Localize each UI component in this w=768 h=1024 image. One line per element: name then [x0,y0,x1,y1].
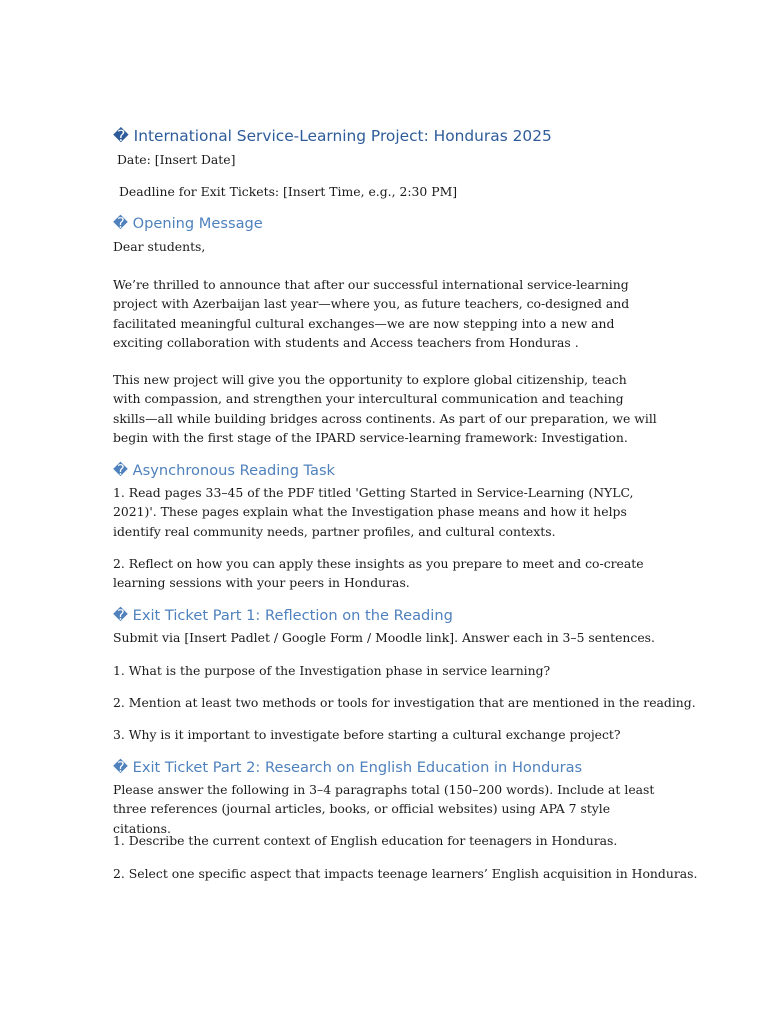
exit-ticket-2-intro: Please answer the following in 3–4 paragraphs total (150–200 words). Include at least three references (journal articles, books, or official websites) using APA 7 style citations. [113,782,655,836]
opening-paragraph-1: We’re thrilled to announce that after our successful international service-learning project with Azerbaijan last year—where you, as future teachers, co-designed and facilitated meaningful cultural exchanges—we are now stepping into a new and exciting collaboration with students and Access teachers from Honduras . [113,277,630,350]
opening-paragraph-2: This new project will give you the opportunity to explore global citizenship, teach with compassion, and strengthen your intercultural communication and teaching skills—all while building bridges across continents. As part of our preparation, we will begin with the first stage of the IPARD service-learning framework: Investigation. [113,372,657,445]
reading-task-item-2: 2. Reflect on how you can apply these insights as you prepare to meet and co-create learning sessions with your peers in Honduras. [113,556,644,591]
exit-ticket-1-intro: Submit via [Insert Padlet / Google Form / Moodle link]. Answer each in 3–5 sentences. [113,630,655,645]
exit-ticket-1-question-1: 1. What is the purpose of the Investigation phase in service learning? [113,663,551,678]
opening-message-heading: � Opening Message [113,215,263,232]
document-title: � International Service-Learning Project: Honduras 2025 [113,127,552,145]
date-line: Date: [Insert Date] [117,152,236,167]
deadline-line: Deadline for Exit Tickets: [Insert Time, e.g., 2:30 PM] [119,184,458,199]
exit-ticket-1-heading: � Exit Ticket Part 1: Reflection on the Reading [113,607,453,624]
exit-ticket-2-question-2: 2. Select one specific aspect that impacts teenage learners’ English acquisition in Honduras. [113,866,698,881]
exit-ticket-1-question-3: 3. Why is it important to investigate before starting a cultural exchange project? [113,727,621,742]
salutation: Dear students, [113,239,206,254]
reading-task-heading: � Asynchronous Reading Task [113,462,335,479]
reading-task-item-1: 1. Read pages 33–45 of the PDF titled 'Getting Started in Service-Learning (NYLC, 2021)'. These pages explain what the Investigation phase means and how it helps identify real community needs, partner profiles, and cultural contexts. [113,485,634,539]
exit-ticket-1-question-2: 2. Mention at least two methods or tools for investigation that are mentioned in the reading. [113,695,696,710]
exit-ticket-2-heading: � Exit Ticket Part 2: Research on English Education in Honduras [113,759,583,776]
exit-ticket-2-question-1: 1. Describe the current context of English education for teenagers in Honduras. [113,833,618,848]
